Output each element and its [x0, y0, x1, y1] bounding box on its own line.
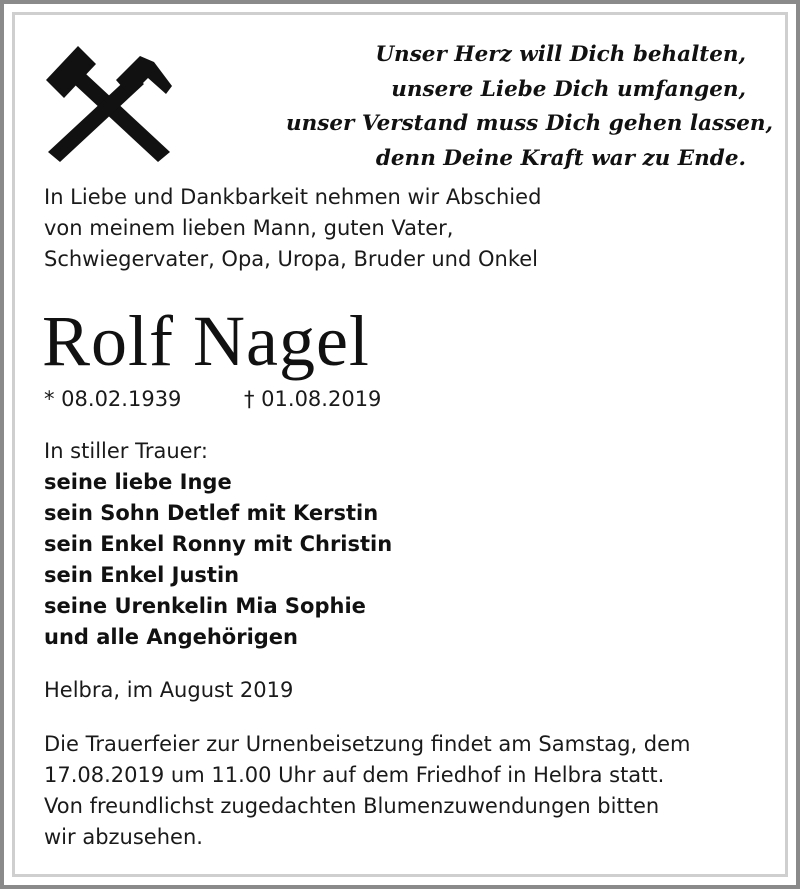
verse-line: unsere Liebe Dich umfangen, — [391, 76, 746, 102]
hammer-and-pick-icon — [44, 44, 174, 166]
intro-line: Schwiegervater, Opa, Uropa, Bruder und Onkel — [44, 247, 538, 271]
ceremony-notice — [44, 729, 764, 853]
intro-line: von meinem lieben Mann, guten Vater, — [44, 216, 454, 240]
mourner-entry: sein Enkel Ronny mit Christin — [44, 532, 393, 556]
mourner-entry: sein Enkel Justin — [44, 563, 240, 587]
mourner-entry: sein Sohn Detlef mit Kerstin — [44, 501, 379, 525]
deceased-name: Rolf Nagel — [42, 301, 370, 381]
birth-date: * 08.02.1939 — [44, 387, 182, 411]
ceremony-line: wir abzusehen. — [44, 825, 203, 849]
mourners-list — [44, 436, 744, 653]
intro-text — [44, 182, 744, 275]
mourner-entry: und alle Angehörigen — [44, 625, 298, 649]
place-and-date: Helbra, im August 2019 — [44, 678, 294, 702]
intro-line: In Liebe und Dankbarkeit nehmen wir Abschied — [44, 185, 542, 209]
mourners-heading: In stiller Trauer: — [44, 439, 208, 463]
verse-line: Unser Herz will Dich behalten, — [375, 42, 746, 67]
ceremony-line: Die Trauerfeier zur Urnenbeisetzung findet am Samstag, dem — [44, 732, 691, 756]
life-dates — [44, 384, 744, 415]
mourner-entry: seine Urenkelin Mia Sophie — [44, 594, 366, 618]
verse-line: unser Verstand muss Dich gehen lassen, — [286, 111, 774, 136]
ceremony-line: Von freundlichst zugedachten Blumenzuwendungen bitten — [44, 794, 660, 818]
death-date: † 01.08.2019 — [244, 387, 382, 411]
verse-line: denn Deine Kraft war zu Ende. — [375, 145, 746, 171]
verse-block — [286, 38, 774, 176]
ceremony-line: 17.08.2019 um 11.00 Uhr auf dem Friedhof in Helbra statt. — [44, 763, 665, 787]
mourner-entry: seine liebe Inge — [44, 470, 232, 494]
